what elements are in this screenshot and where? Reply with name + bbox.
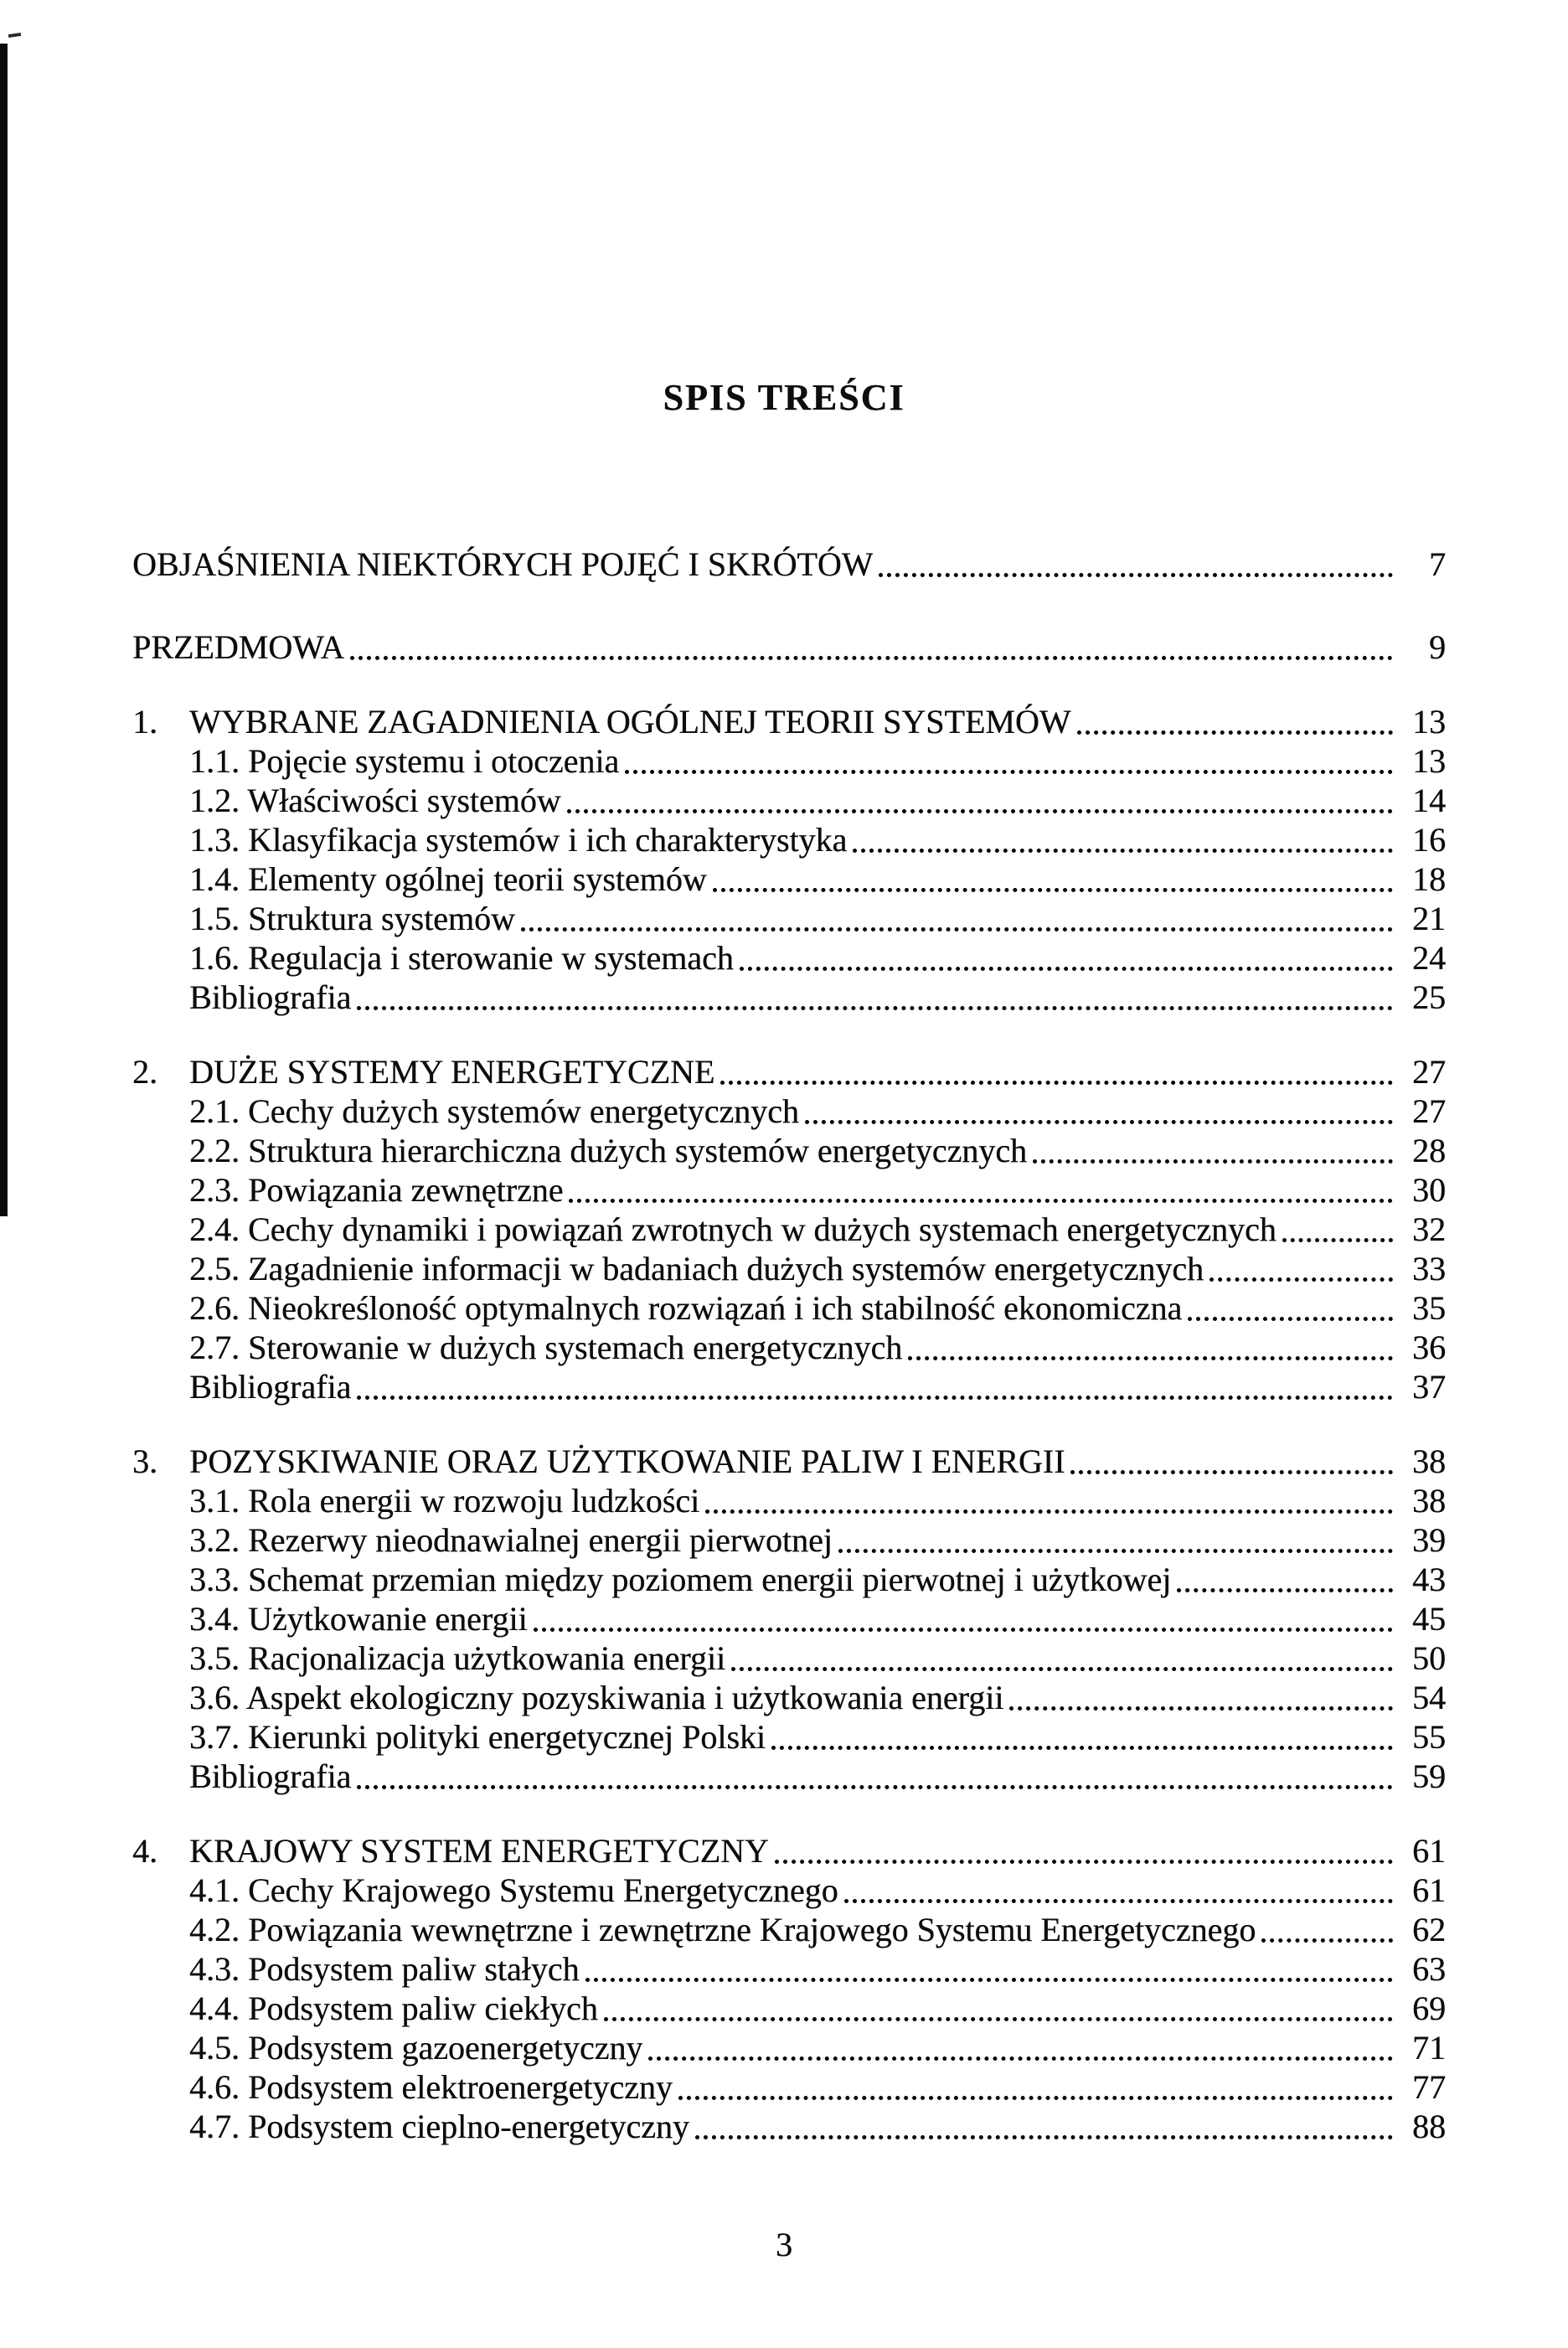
dot-leader (585, 1978, 1393, 1982)
entry-page-number: 25 (1412, 978, 1446, 1016)
entry-label: Bibliografia (189, 1757, 352, 1795)
entry-label: 3.4. Użytkowanie energii (189, 1600, 528, 1638)
entry-label: 4.4. Podsystem paliw ciekłych (189, 1989, 598, 2027)
dot-leader (678, 2096, 1393, 2100)
entry-label: 4.7. Podsystem cieplno-energetyczny (189, 2108, 689, 2145)
dot-leader (853, 849, 1393, 853)
dot-leader (740, 967, 1393, 971)
dot-leader (604, 2017, 1393, 2021)
entry-label: WYBRANE ZAGADNIENIA OGÓLNEJ TEORII SYSTEMÓW (189, 703, 1071, 741)
entry-page-number: 71 (1412, 2029, 1446, 2067)
entry-page-number: 69 (1412, 1989, 1446, 2027)
entry-label: 4.6. Podsystem elektroenergetyczny (189, 2068, 673, 2106)
entry-label: PRZEDMOWA (132, 628, 345, 666)
entry-label: 4.1. Cechy Krajowego Systemu Energetycznego (189, 1871, 838, 1909)
toc-entry (132, 781, 1446, 820)
toc-entry (132, 1871, 1446, 1910)
entry-page-number: 16 (1412, 821, 1446, 859)
dot-leader (1282, 1238, 1393, 1242)
scan-edge-artifact (0, 44, 8, 1216)
section-number: 1. (132, 703, 157, 741)
entry-label: 2.7. Sterowanie w dużych systemach energetycznych (189, 1329, 903, 1366)
entry-label: 3.7. Kierunki polityki energetycznej Polski (189, 1718, 766, 1756)
toc-entry (132, 1520, 1446, 1560)
entry-label: 3.1. Rola energii w rozwoju ludzkości (189, 1482, 700, 1520)
entry-page-number: 21 (1412, 900, 1446, 937)
entry-page-number: 43 (1412, 1561, 1446, 1598)
toc-section-heading (132, 1442, 1446, 1481)
dot-leader (908, 1356, 1393, 1360)
footer-page-number: 3 (776, 2226, 792, 2263)
entry-label: 2.2. Struktura hierarchiczna dużych systemów energetycznych (189, 1132, 1027, 1169)
entry-label: 2.6. Nieokreśloność optymalnych rozwiązań i ich stabilność ekonomiczna (189, 1289, 1183, 1327)
entry-label: KRAJOWY SYSTEM ENERGETYCZNY (189, 1832, 769, 1870)
toc-entry (132, 899, 1446, 938)
toc-entry (132, 1638, 1446, 1678)
dot-leader (775, 1860, 1393, 1864)
toc-entry (132, 741, 1446, 781)
entry-label: 1.6. Regulacja i sterowanie w systemach (189, 939, 734, 977)
toc-entry (132, 544, 1446, 584)
dot-leader (1261, 1938, 1393, 1943)
entry-page-number: 13 (1412, 703, 1446, 741)
dot-leader (1070, 1470, 1393, 1474)
entry-label: 3.5. Racjonalizacja użytkowania energii (189, 1639, 726, 1677)
entry-label: Bibliografia (189, 1368, 352, 1406)
section-number: 4. (132, 1832, 157, 1870)
entry-page-number: 39 (1412, 1521, 1446, 1559)
entry-label: 2.3. Powiązania zewnętrzne (189, 1171, 564, 1209)
toc-entry (132, 1599, 1446, 1638)
dot-leader (1009, 1706, 1393, 1711)
entry-page-number: 77 (1412, 2068, 1446, 2106)
dot-leader (350, 656, 1393, 660)
dot-leader (521, 927, 1393, 931)
entry-page-number: 50 (1412, 1639, 1446, 1677)
toc-entry (132, 1091, 1446, 1131)
toc-entry (132, 1481, 1446, 1520)
entry-page-number: 32 (1412, 1210, 1446, 1248)
entry-label: 1.1. Pojęcie systemu i otoczenia (189, 742, 620, 780)
dot-leader (357, 1396, 1393, 1400)
entry-page-number: 88 (1412, 2108, 1446, 2145)
toc-entry (132, 1757, 1446, 1796)
dot-leader (567, 809, 1393, 813)
toc-entry (132, 1989, 1446, 2028)
entry-page-number: 38 (1412, 1442, 1446, 1480)
dot-leader (534, 1628, 1393, 1632)
dot-leader (720, 1081, 1393, 1085)
dot-leader (731, 1667, 1393, 1671)
entry-label: 2.5. Zagadnienie informacji w badaniach dużych systemów energetycznych (189, 1250, 1204, 1288)
entry-label: POZYSKIWANIE ORAZ UŻYTKOWANIE PALIW I ENERGII (189, 1442, 1065, 1480)
entry-page-number: 63 (1412, 1950, 1446, 1988)
dot-leader (1077, 730, 1394, 735)
toc-list (0, 544, 1568, 2146)
entry-label: 3.6. Aspekt ekologiczny pozyskiwania i użytkowania energii (189, 1679, 1004, 1716)
entry-label: 1.4. Elementy ogólnej teorii systemów (189, 860, 707, 898)
section-number: 3. (132, 1442, 157, 1480)
entry-label: 4.5. Podsystem gazoenergetyczny (189, 2029, 643, 2067)
entry-page-number: 14 (1412, 782, 1446, 819)
toc-entry (132, 1949, 1446, 1989)
toc-section-heading (132, 1831, 1446, 1871)
entry-page-number: 54 (1412, 1679, 1446, 1716)
entry-page-number: 33 (1412, 1250, 1446, 1288)
entry-page-number: 61 (1412, 1832, 1446, 1870)
toc-entry (132, 1910, 1446, 1949)
dot-leader (625, 770, 1393, 774)
toc-entry (132, 1560, 1446, 1599)
toc-entry (132, 2107, 1446, 2146)
entry-page-number: 45 (1412, 1600, 1446, 1638)
toc-entry (132, 1678, 1446, 1717)
toc-section-heading (132, 702, 1446, 741)
entry-page-number: 38 (1412, 1482, 1446, 1520)
toc-entry (132, 978, 1446, 1017)
dot-leader (569, 1199, 1393, 1203)
toc-entry (132, 938, 1446, 978)
entry-label: 2.1. Cechy dużych systemów energetycznych (189, 1092, 799, 1130)
entry-label: 4.3. Podsystem paliw stałych (189, 1950, 580, 1988)
entry-page-number: 9 (1429, 628, 1446, 666)
entry-page-number: 27 (1412, 1053, 1446, 1091)
entry-page-number: 36 (1412, 1329, 1446, 1366)
dot-leader (1188, 1317, 1393, 1321)
entry-page-number: 24 (1412, 939, 1446, 977)
entry-page-number: 37 (1412, 1368, 1446, 1406)
dot-leader (695, 2135, 1393, 2139)
dot-leader (705, 1509, 1393, 1514)
dot-leader (713, 888, 1393, 892)
dot-leader (771, 1746, 1393, 1750)
entry-label: 1.2. Właściwości systemów (189, 782, 561, 819)
dot-leader (357, 1006, 1393, 1010)
entry-label: 2.4. Cechy dynamiki i powiązań zwrotnych w dużych systemach energetycznych (189, 1210, 1277, 1248)
entry-page-number: 13 (1412, 742, 1446, 780)
page-title: SPIS TREŚCI (663, 377, 905, 418)
entry-label: DUŻE SYSTEMY ENERGETYCZNE (189, 1053, 715, 1091)
entry-page-number: 61 (1412, 1871, 1446, 1909)
dot-leader (1210, 1277, 1393, 1282)
toc-entry (132, 627, 1446, 667)
dot-leader (805, 1120, 1393, 1124)
entry-page-number: 30 (1412, 1171, 1446, 1209)
dot-leader (357, 1785, 1393, 1789)
entry-page-number: 28 (1412, 1132, 1446, 1169)
toc-entry (132, 2067, 1446, 2107)
entry-label: OBJAŚNIENIA NIEKTÓRYCH POJĘĆ I SKRÓTÓW (132, 545, 874, 583)
toc-entry (132, 1288, 1446, 1328)
entry-page-number: 59 (1412, 1757, 1446, 1795)
toc-entry (132, 1210, 1446, 1249)
toc-entry (132, 1328, 1446, 1367)
dot-leader (1033, 1159, 1393, 1164)
entry-page-number: 35 (1412, 1289, 1446, 1327)
toc-entry (132, 2028, 1446, 2067)
dot-leader (838, 1549, 1393, 1553)
dot-leader (879, 573, 1393, 577)
entry-label: 1.3. Klasyfikacja systemów i ich charakterystyka (189, 821, 848, 859)
toc-entry (132, 820, 1446, 859)
dot-leader (648, 2056, 1393, 2061)
entry-label: 1.5. Struktura systemów (189, 900, 515, 937)
entry-page-number: 18 (1412, 860, 1446, 898)
entry-page-number: 55 (1412, 1718, 1446, 1756)
toc-entry (132, 1131, 1446, 1170)
entry-page-number: 7 (1429, 545, 1446, 583)
toc-entry (132, 1367, 1446, 1406)
entry-page-number: 62 (1412, 1911, 1446, 1948)
toc-entry (132, 859, 1446, 899)
entry-page-number: 27 (1412, 1092, 1446, 1130)
entry-label: 3.3. Schemat przemian między poziomem energii pierwotnej i użytkowej (189, 1561, 1172, 1598)
section-number: 2. (132, 1053, 157, 1091)
dot-leader (1177, 1588, 1393, 1592)
entry-label: 4.2. Powiązania wewnętrzne i zewnętrzne Krajowego Systemu Energetycznego (189, 1911, 1256, 1948)
entry-label: Bibliografia (189, 978, 352, 1016)
toc-entry (132, 1717, 1446, 1757)
toc-section-heading (132, 1052, 1446, 1091)
toc-entry (132, 1249, 1446, 1288)
toc-entry (132, 1170, 1446, 1210)
dot-leader (844, 1899, 1393, 1903)
entry-label: 3.2. Rezerwy nieodnawialnej energii pierwotnej (189, 1521, 833, 1559)
